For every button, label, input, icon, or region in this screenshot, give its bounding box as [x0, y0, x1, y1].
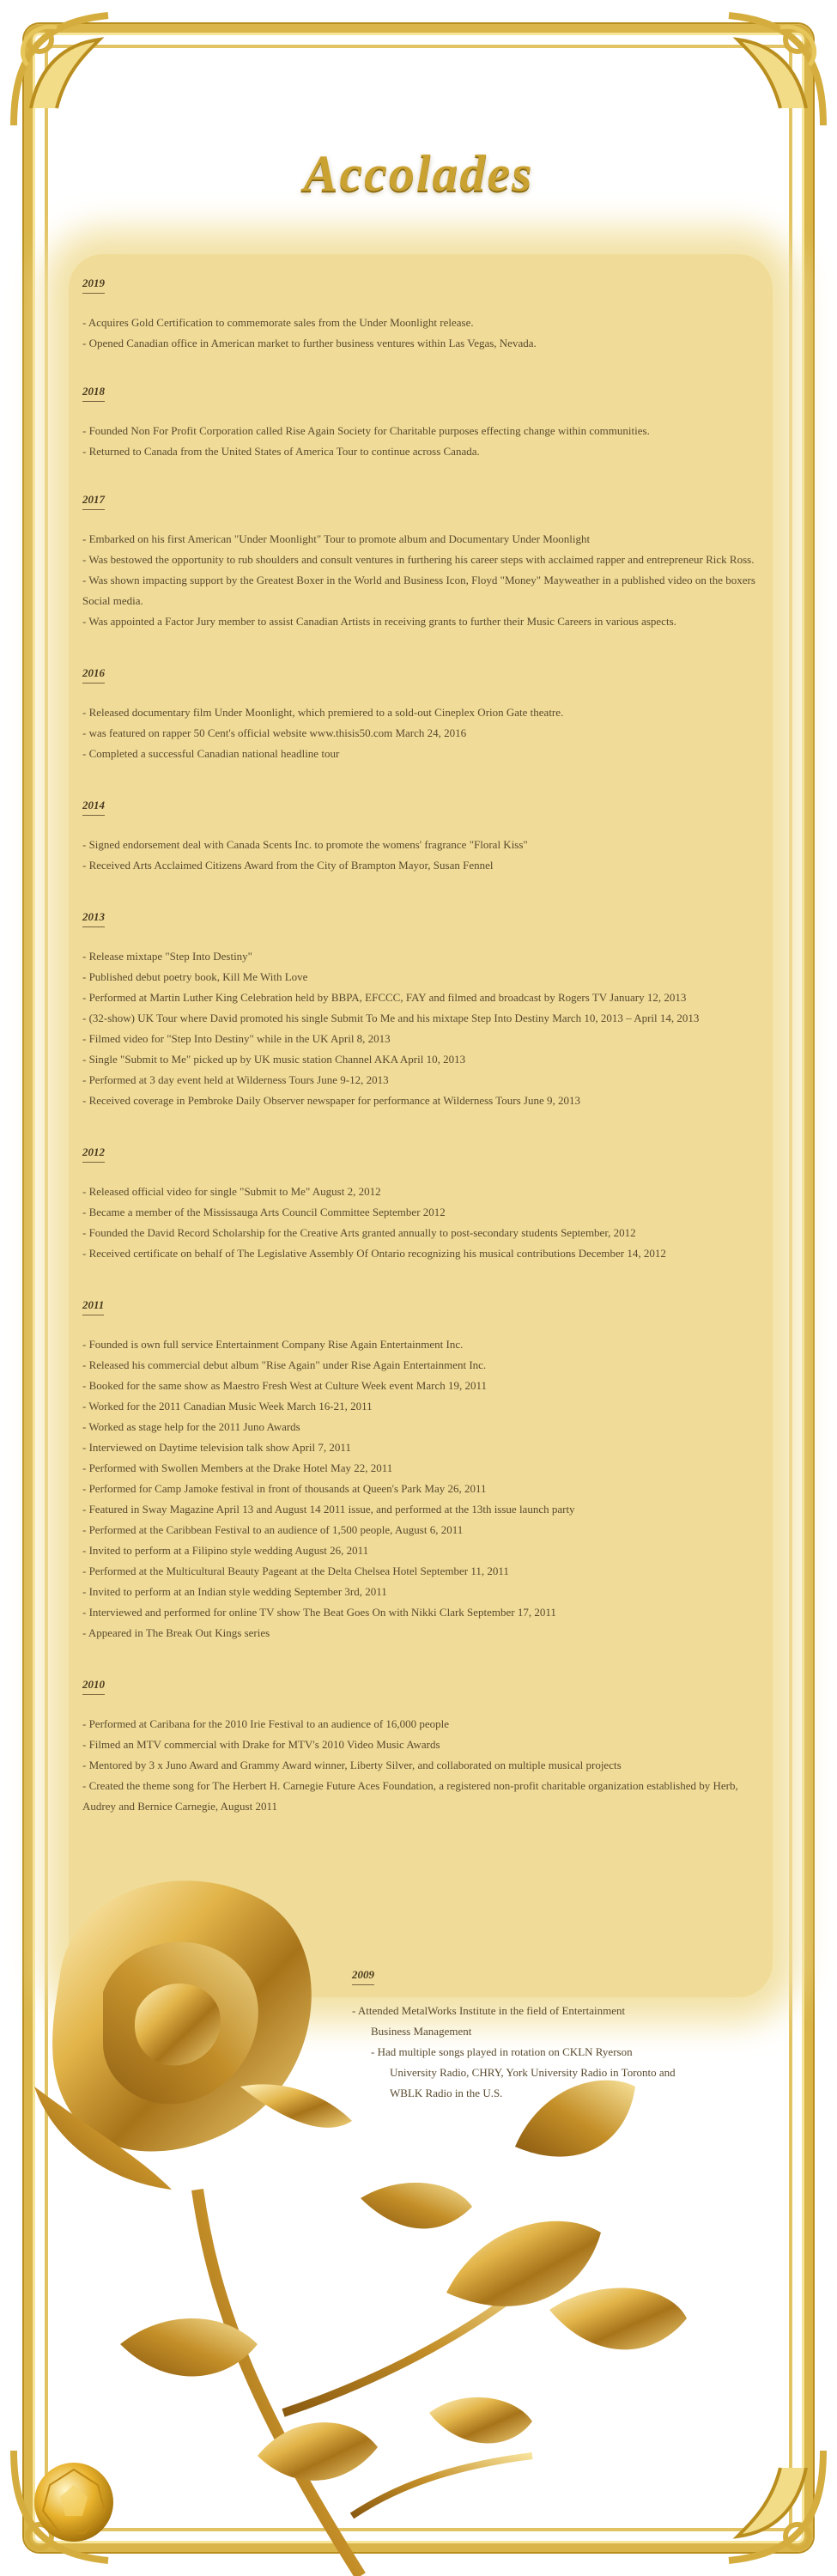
year-section: [82, 1145, 766, 1264]
list-item: - Released documentary film Under Moonlight, which premiered to a sold-out Cineplex Orion Gate theatre.: [82, 706, 564, 719]
list-item: - Performed with Swollen Members at the Drake Hotel May 22, 2011: [82, 1461, 393, 1474]
list-item: - Performed at Martin Luther King Celebration held by BBPA, EFCCC, FAY and filmed and broadcast by Rogers TV January 12, 2013: [82, 991, 687, 1004]
list-item: - Embarked on his first American "Under Moonlight" Tour to promote album and Documentary Under Moonlight: [82, 532, 591, 545]
list-item: - Released official video for single "Submit to Me" August 2, 2012: [82, 1185, 381, 1198]
list-item: - Created the theme song for The Herbert H. Carnegie Future Aces Foundation, a registered non-profit charitable organization established by Herb, Audrey and Bernice Carnegie, August 2011: [82, 1779, 738, 1813]
corner-ornament-icon: [703, 5, 832, 134]
list-item: - Was shown impacting support by the Greatest Boxer in the World and Business Icon, Floyd "Money" Mayweather in a published video on the boxers Social media.: [82, 574, 755, 607]
accolades-2009: [352, 1968, 713, 2104]
list-item: - Filmed video for "Step Into Destiny" while in the UK April 8, 2013: [82, 1032, 391, 1045]
list-item: - Received certificate on behalf of The Legislative Assembly Of Ontario recognizing his musical contributions December 14, 2012: [82, 1247, 666, 1260]
list-item: - Founded is own full service Entertainment Company Rise Again Entertainment Inc.: [82, 1338, 464, 1351]
list-item: - Signed endorsement deal with Canada Scents Inc. to promote the womens' fragrance "Floral Kiss": [82, 838, 528, 851]
year-heading: 2019: [82, 276, 105, 294]
accolades-list: [82, 276, 766, 1817]
year-heading: 2017: [82, 493, 105, 510]
list-item: Business Management: [371, 2025, 472, 2038]
list-item: - Returned to Canada from the United States of America Tour to continue across Canada.: [82, 445, 480, 458]
year-section: [82, 910, 766, 1111]
year-section: [82, 276, 766, 354]
list-item: - Performed at the Multicultural Beauty Pageant at the Delta Chelsea Hotel September 11, 2011: [82, 1564, 509, 1577]
list-item: - Booked for the same show as Maestro Fresh West at Culture Week event March 19, 2011: [82, 1379, 487, 1392]
year-heading: 2016: [82, 666, 105, 683]
list-item: - Performed at Caribana for the 2010 Irie Festival to an audience of 16,000 people: [82, 1717, 450, 1730]
list-item: - Performed for Camp Jamoke festival in front of thousands at Queen's Park May 26, 2011: [82, 1482, 487, 1495]
list-item: - Single "Submit to Me" picked up by UK music station Channel AKA April 10, 2013: [82, 1053, 466, 1066]
list-item: - Became a member of the Mississauga Arts Council Committee September 2012: [82, 1206, 446, 1218]
list-item: - Published debut poetry book, Kill Me With Love: [82, 970, 308, 983]
list-item: - Founded the David Record Scholarship for the Creative Arts granted annually to post-secondary students September, 2012: [82, 1226, 636, 1239]
list-item: WBLK Radio in the U.S.: [390, 2087, 503, 2099]
list-item: - Released his commercial debut album "Rise Again" under Rise Again Entertainment Inc.: [82, 1358, 487, 1371]
list-item: - Completed a successful Canadian national headline tour: [82, 747, 340, 760]
list-item: - Interviewed and performed for online TV show The Beat Goes On with Nikki Clark September 17, 2011: [82, 1606, 556, 1619]
list-item: - Received Arts Acclaimed Citizens Award from the City of Brampton Mayor, Susan Fennel: [82, 859, 494, 872]
list-item: - Interviewed on Daytime television talk show April 7, 2011: [82, 1441, 351, 1454]
year-section: [82, 1298, 766, 1643]
list-item: University Radio, CHRY, York University Radio in Toronto and: [390, 2066, 676, 2079]
list-item: - Performed at the Caribbean Festival to an audience of 1,500 people, August 6, 2011: [82, 1523, 464, 1536]
year-section: [82, 666, 766, 764]
year-heading: 2014: [82, 799, 105, 816]
list-item: - Acquires Gold Certification to commemorate sales from the Under Moonlight release.: [82, 316, 474, 329]
year-section: [82, 799, 766, 876]
list-item: - Invited to perform at a Filipino style wedding August 26, 2011: [82, 1544, 369, 1557]
watermark: [403, 2488, 498, 2525]
year-section: [82, 1678, 766, 1817]
list-item: - was featured on rapper 50 Cent's official website www.thisis50.com March 24, 2016: [82, 726, 467, 739]
year-heading: 2013: [82, 910, 105, 927]
list-item: - Mentored by 3 x Juno Award and Grammy Award winner, Liberty Silver, and collaborated on multiple musical projects: [82, 1759, 622, 1771]
list-item: - (32-show) UK Tour where David promoted his single Submit To Me and his mixtape Step Into Destiny March 10, 2013 – April 14, 2013: [82, 1012, 700, 1024]
list-item: - Filmed an MTV commercial with Drake for MTV's 2010 Video Music Awards: [82, 1738, 440, 1751]
corner-ornament-icon: [5, 5, 134, 134]
list-item: - Had multiple songs played in rotation on CKLN Ryerson: [371, 2045, 633, 2058]
watermark-url: mostaql.com: [414, 2512, 488, 2525]
gold-gem-icon: [31, 2459, 117, 2545]
list-item: - Worked as stage help for the 2011 Juno Awards: [82, 1420, 300, 1433]
list-item: - Attended MetalWorks Institute in the field of Entertainment: [352, 2004, 626, 2017]
list-item: - Received coverage in Pembroke Daily Observer newspaper for performance at Wilderness Tours June 9, 2013: [82, 1094, 580, 1107]
list-item: - Invited to perform at an Indian style wedding September 3rd, 2011: [82, 1585, 387, 1598]
year-heading: 2009: [352, 1968, 374, 1985]
list-item: - Featured in Sway Magazine April 13 and August 14 2011 issue, and performed at the 13th issue launch party: [82, 1503, 575, 1516]
year-heading: 2011: [82, 1298, 104, 1315]
year-section: [82, 385, 766, 462]
watermark-logo: مستقل: [413, 2488, 488, 2512]
year-heading: 2018: [82, 385, 105, 402]
year-heading: 2012: [82, 1145, 105, 1163]
year-heading: 2010: [82, 1678, 105, 1695]
list-item: - Founded Non For Profit Corporation called Rise Again Society for Charitable purposes effecting change within communities.: [82, 424, 650, 437]
list-item: - Opened Canadian office in American market to further business ventures within Las Vegas, Nevada.: [82, 337, 537, 349]
list-item: - Was bestowed the opportunity to rub shoulders and consult ventures in furthering his career steps with acclaimed rapper and entrepreneur Rick Ross.: [82, 553, 755, 566]
list-item: - Release mixtape "Step Into Destiny": [82, 950, 252, 963]
list-item: - Worked for the 2011 Canadian Music Week March 16-21, 2011: [82, 1400, 373, 1413]
list-item: - Performed at 3 day event held at Wilderness Tours June 9-12, 2013: [82, 1073, 389, 1086]
list-item: - Was appointed a Factor Jury member to assist Canadian Artists in receiving grants to further their Music Careers in various aspects.: [82, 615, 676, 628]
year-section: [82, 493, 766, 632]
page-title: Accolades: [303, 145, 534, 202]
list-item: - Appeared in The Break Out Kings series: [82, 1626, 270, 1639]
